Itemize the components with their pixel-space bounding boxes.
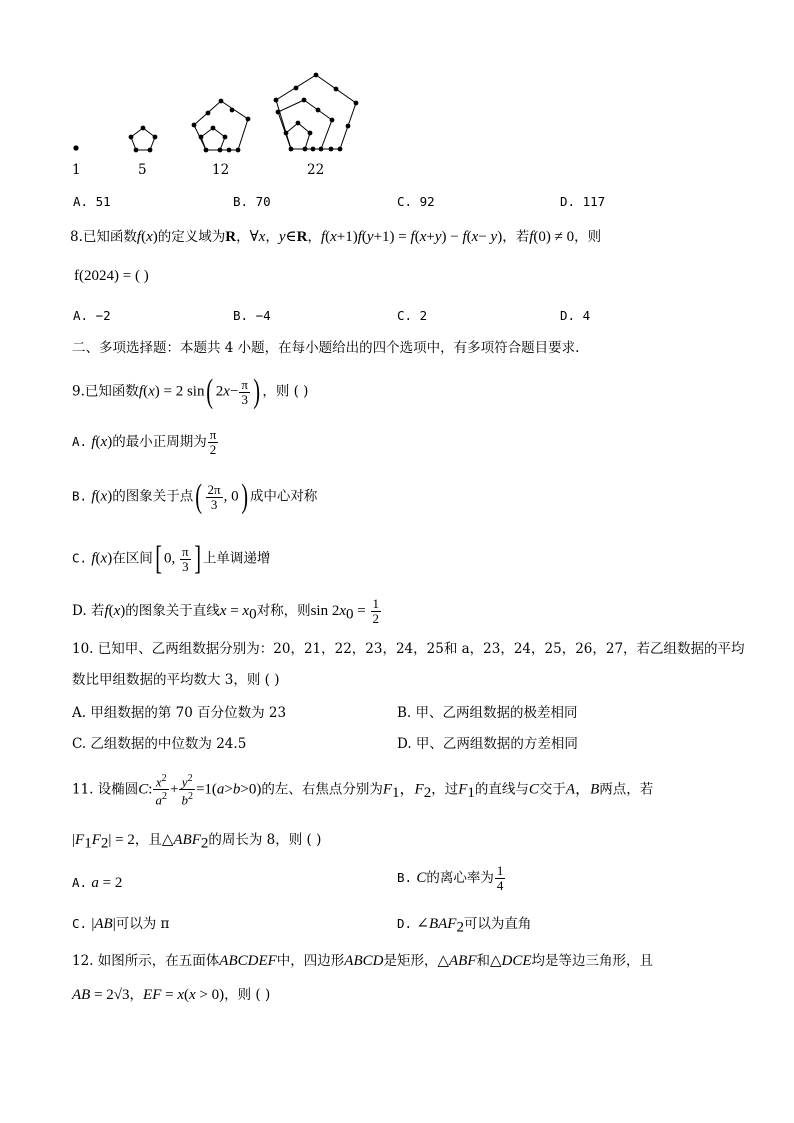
q11-option-b: B. C的离心率为 $\frac{1}{4}$ — [397, 863, 504, 893]
q9-option-a: A. f(x)的最小正周期为 $\frac{\pi}{2}$ — [72, 427, 217, 457]
q7-option-a: A. 51 — [73, 194, 111, 209]
q9-option-c: C. f(x)在区间[ 0, $\frac{\pi}{3}$ ] 上单调递增 — [72, 540, 271, 577]
q9-stem: 9.已知函数f(x) = 2 sin( 2x− $\frac{\pi}{3}$ ) ，则 ( ) — [72, 373, 309, 410]
q10-stem-line2: 数比甲组数据的平均数大 3，则 ( ) — [72, 672, 280, 688]
q11-option-a: A. a = 2 — [72, 875, 123, 891]
q8-option-d: D. 4 — [560, 308, 591, 323]
figure-label-12: 12 — [212, 162, 230, 178]
q10-option-d: D. 甲、乙两组数据的方差相同 — [397, 736, 578, 752]
q8-option-b: B. −4 — [233, 308, 271, 323]
q12-stem: 12. 如图所示，在五面体ABCDEF中，四边形ABCD是矩形，△ABF和△DCE均是等边三角形，且 — [72, 953, 654, 969]
section-heading: 二、多项选择题：本题共 4 小题，在每小题给出的四个选项中，有多项符合题目要求. — [72, 340, 580, 356]
q7-option-b: B. 70 — [233, 194, 271, 209]
q10-option-c: C. 乙组数据的中位数为 24.5 — [72, 736, 247, 752]
q8-option-a: A. −2 — [73, 308, 111, 323]
figure-label-1: 1 — [72, 162, 81, 178]
q9-option-d: D. 若f(x)的图象关于直线$x = x_0$对称，则$\sin 2x_0$ = $\frac{1}{2}$ — [72, 596, 379, 626]
q7-option-d: D. 117 — [560, 194, 606, 209]
q10-stem-line1: 10. 已知甲、乙两组数据分别为：20，21，22，23，24，25和 a，23，24，25，26，27，若乙组数据的平均 — [72, 641, 745, 657]
figure-label-5: 5 — [138, 162, 147, 178]
q8-stem-line2: f(2024) = ( ) — [74, 268, 149, 284]
q11-stem: 11. 设椭圆C: $\frac{x^2}{a^2}$ + $\frac{y^2}{b^2}$ =1(a>b>0)的左、右焦点分别为$F_1$，$F_2$，过$F_1$的直线与C交于A，B两点，若 — [72, 773, 654, 808]
q11-stem-line2: $|F_1F_2| = 2$，且$\triangle ABF_2$的周长为 8，则 ( ) — [72, 832, 322, 852]
q12-stem-line2: AB = 2√3，EF = x(x > 0)，则 ( ) — [72, 987, 271, 1003]
pentagonal-number-figure — [0, 0, 794, 200]
figure-label-22: 22 — [307, 162, 325, 178]
q11-option-d: D. $\angle BAF_2$可以为直角 — [397, 916, 532, 936]
q8-option-c: C. 2 — [397, 308, 428, 323]
q8-stem: 8.已知函数f(x)的定义域为R，∀x，y∈R，f(x+1)f(y+1) = f(x+y) − f(x− y)，若f(0) ≠ 0，则 — [70, 229, 602, 245]
q11-option-c: C. |AB|可以为 π — [72, 916, 170, 932]
q10-option-a: A. 甲组数据的第 70 百分位数为 23 — [72, 705, 287, 721]
q7-option-c: C. 92 — [397, 194, 435, 209]
q9-option-b: B. f(x)的图象关于点( $\frac{2\pi}{3}$ , 0) 成中心对称 — [72, 478, 318, 515]
q10-option-b: B. 甲、乙两组数据的极差相同 — [397, 705, 578, 721]
